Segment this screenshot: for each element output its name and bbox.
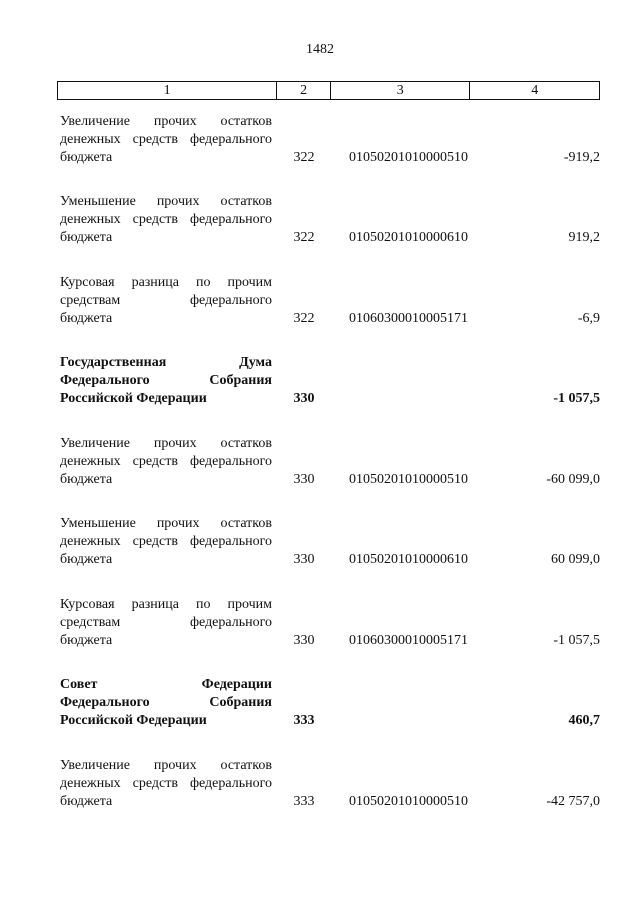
row-budget-code: 01050201010000510 (349, 794, 468, 809)
row-description (60, 193, 272, 247)
row-amount: -919,2 (563, 150, 600, 165)
row-budget-code: 01050201010000510 (349, 472, 468, 487)
description-line: Федерального Собрания (60, 373, 272, 388)
row-budget-code: 01060300010005171 (349, 311, 468, 326)
row-budget-code: 01050201010000610 (349, 552, 468, 567)
row-description (60, 676, 272, 730)
row-amount: -1 057,5 (553, 633, 600, 648)
description-line: бюджета (60, 230, 113, 245)
description-line: денежных средств федерального (60, 212, 272, 227)
header-cell-3: 3 (331, 82, 470, 99)
description-line: Российской Федерации (60, 713, 207, 728)
row-admin-code: 333 (293, 794, 315, 809)
description-line: денежных средств федерального (60, 776, 272, 791)
description-line: средствам федерального (60, 615, 272, 630)
description-line: Увеличение прочих остатков (60, 114, 272, 129)
row-amount: 60 099,0 (551, 552, 600, 567)
row-admin-code: 330 (293, 633, 315, 648)
description-line: Курсовая разница по прочим (60, 597, 272, 612)
row-amount: -6,9 (577, 311, 600, 326)
row-description (60, 113, 272, 167)
description-line: Российской Федерации (60, 391, 207, 406)
description-line: бюджета (60, 552, 113, 567)
description-line: Федерального Собрания (60, 695, 272, 710)
row-amount: 460,7 (568, 713, 600, 728)
row-description (60, 757, 272, 811)
description-line: бюджета (60, 633, 113, 648)
table-header-row (57, 81, 600, 100)
description-line: бюджета (60, 472, 113, 487)
description-line: денежных средств федерального (60, 534, 272, 549)
header-cell-1: 1 (58, 82, 277, 99)
row-amount: -1 057,5 (553, 391, 600, 406)
header-cell-2: 2 (277, 82, 331, 99)
row-amount: -60 099,0 (546, 472, 600, 487)
row-description (60, 515, 272, 569)
row-admin-code: 330 (293, 472, 315, 487)
description-line: денежных средств федерального (60, 454, 272, 469)
description-line: бюджета (60, 311, 113, 326)
description-line: бюджета (60, 794, 113, 809)
description-line: Уменьшение прочих остатков (60, 516, 272, 531)
description-line: средствам федерального (60, 293, 272, 308)
description-line: Курсовая разница по прочим (60, 275, 272, 290)
row-description (60, 435, 272, 489)
row-amount: 919,2 (568, 230, 600, 245)
description-line: Уменьшение прочих остатков (60, 194, 272, 209)
description-line: Совет Федерации (60, 677, 272, 692)
row-admin-code: 330 (293, 391, 315, 406)
row-admin-code: 322 (293, 230, 315, 245)
row-budget-code: 01060300010005171 (349, 633, 468, 648)
row-admin-code: 322 (293, 311, 315, 326)
description-line: Увеличение прочих остатков (60, 436, 272, 451)
description-line: денежных средств федерального (60, 132, 272, 147)
page-number: 1482 (306, 42, 334, 57)
row-admin-code: 333 (293, 713, 315, 728)
description-line: Увеличение прочих остатков (60, 758, 272, 773)
row-budget-code: 01050201010000510 (349, 150, 468, 165)
row-budget-code: 01050201010000610 (349, 230, 468, 245)
row-description (60, 354, 272, 408)
row-description (60, 596, 272, 650)
row-amount: -42 757,0 (546, 794, 600, 809)
row-admin-code: 322 (293, 150, 315, 165)
row-admin-code: 330 (293, 552, 315, 567)
description-line: Государственная Дума (60, 355, 272, 370)
description-line: бюджета (60, 150, 113, 165)
row-description (60, 274, 272, 328)
header-cell-4: 4 (531, 82, 539, 98)
